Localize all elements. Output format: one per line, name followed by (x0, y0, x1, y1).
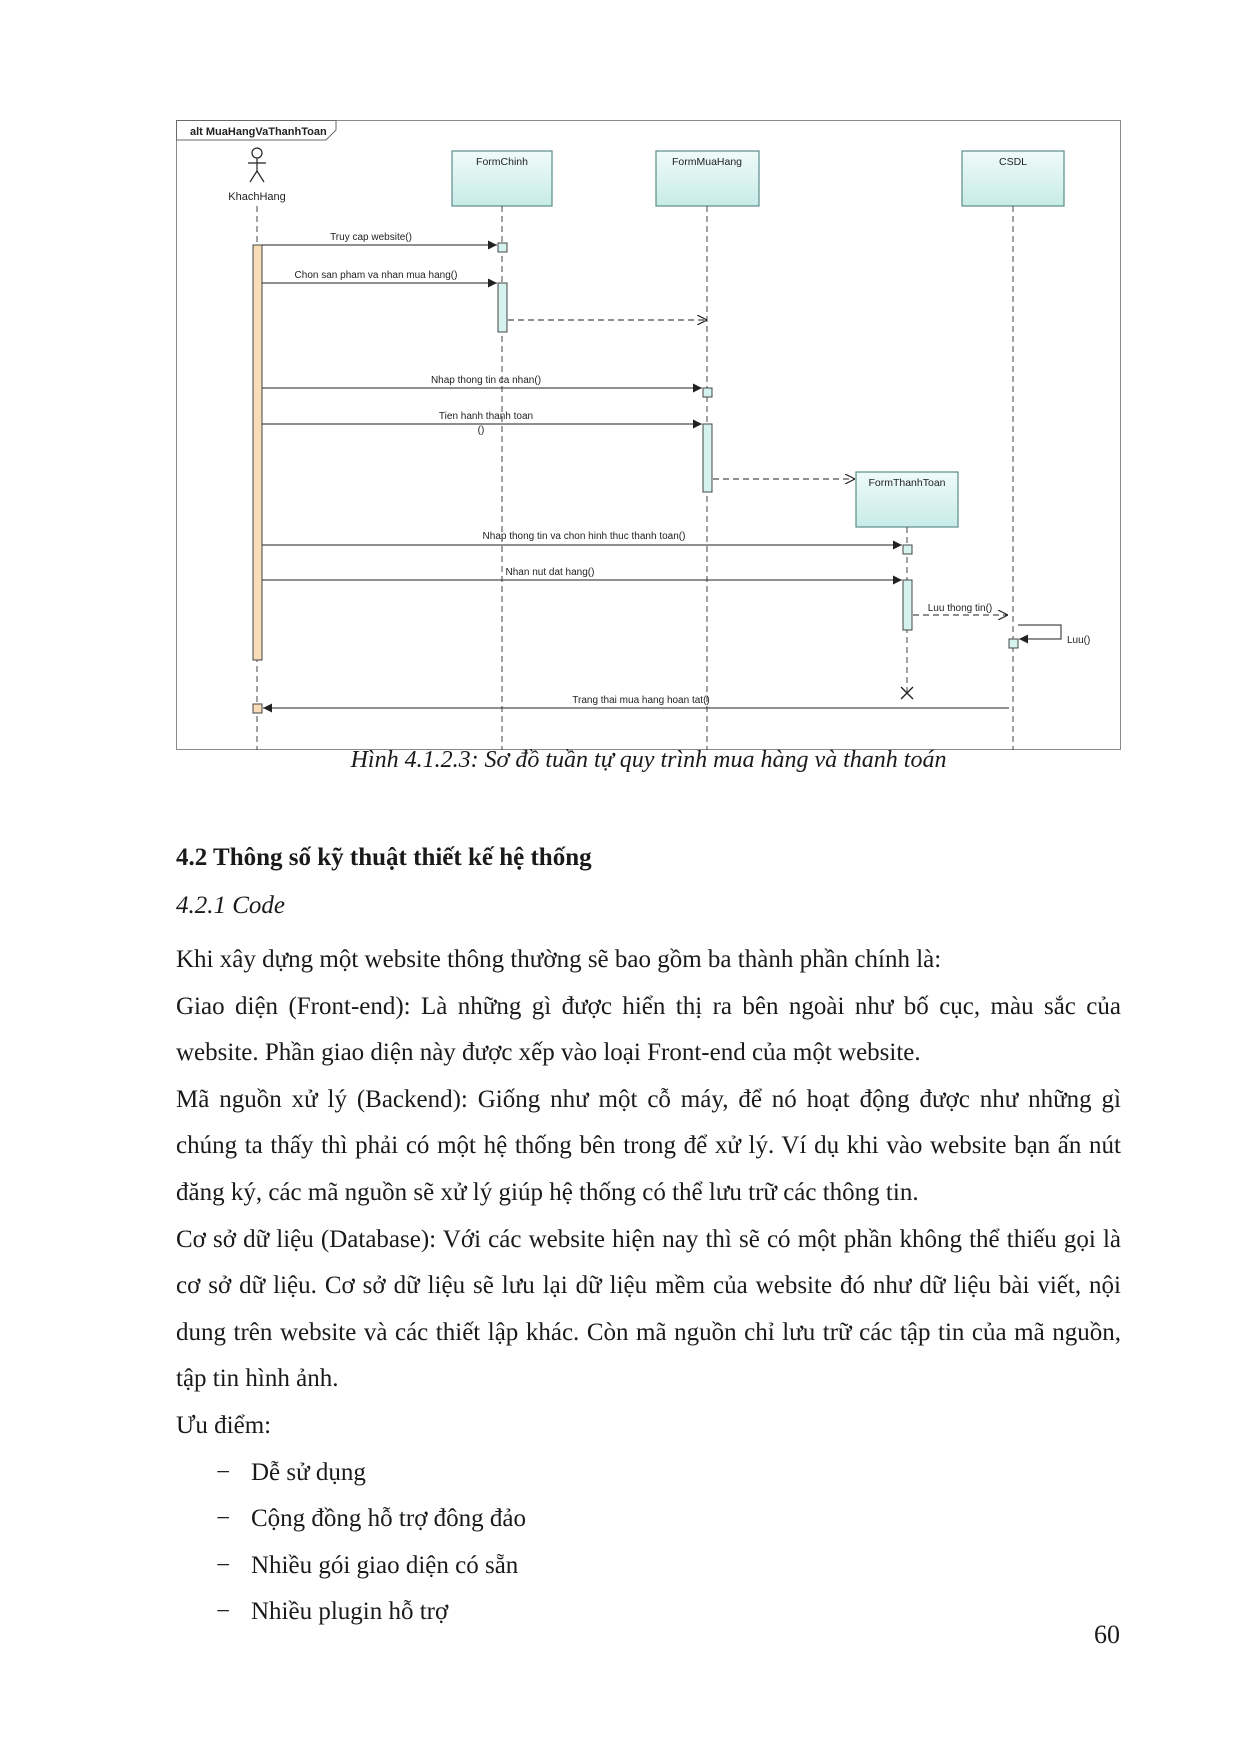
activation-formchinh-1 (498, 243, 507, 252)
activation-actor (253, 245, 262, 660)
list-item-text: Nhiều gói giao diện có sẵn (251, 1551, 519, 1579)
message-label: Nhap thong tin ca nhan() (430, 375, 542, 386)
list-item (176, 1496, 1121, 1543)
message-label: Luu() (1067, 635, 1091, 646)
message-label-params: () (477, 425, 485, 436)
lifeline-label-formthanhtoan: FormThanhToan (868, 477, 946, 489)
frame-label: alt MuaHangVaThanhToan (190, 126, 327, 138)
figure-caption: Hình 4.1.2.3: Sơ đồ tuần tự quy trình mua hàng và thanh toán (350, 747, 947, 773)
paragraph-intro: Khi xây dựng một website thông thường sẽ bao gồm ba thành phần chính là: (176, 946, 942, 973)
actor-label: KhachHang (228, 191, 286, 203)
activation-formmuahang-2 (703, 424, 712, 492)
activation-formmuahang-1 (703, 388, 712, 397)
list-item-text: Cộng đồng hỗ trợ đông đảo (251, 1505, 527, 1533)
message-label: Tien hanh thanh toan (438, 411, 534, 422)
message-label: Chon san pham va nhan mua hang() (294, 270, 458, 281)
message-label: Truy cap website() (330, 232, 412, 243)
paragraph-backend: Mã nguồn xử lý (Backend): Giống như một cỗ máy, để nó hoạt động được như những gì chúng ta thấy thì phải có một hệ thống bên trong để xử lý. Ví dụ khi vào website bạn ấn nút đăng ký, các mã nguồn sẽ xử lý giúp hệ thống có thể lưu trữ các thông tin. (176, 1085, 1121, 1206)
lifeline-label-csdl: CSDL (998, 156, 1028, 168)
bullet-dash: − (216, 1505, 231, 1533)
paragraph-database: Cơ sở dữ liệu (Database): Với các website hiện nay thì sẽ có một phần không thể thiếu gọi là cơ sở dữ liệu. Cơ sở dữ liệu sẽ lưu lại dữ liệu mềm của website đó như dữ liệu bài viết, nội dung trên website và các thiết lập khác. Còn mã nguồn chỉ lưu trữ các tập tin của mã nguồn, tập tin hình ảnh. (176, 1225, 1121, 1393)
bullet-dash: − (216, 1458, 231, 1486)
advantages-list (176, 1450, 1121, 1636)
message-label: Luu thong tin() (927, 603, 993, 614)
bullet-dash: − (216, 1598, 231, 1626)
list-item-text: Dễ sử dụng (251, 1458, 366, 1486)
paragraph-frontend: Giao diện (Front-end): Là những gì được hiển thị ra bên ngoài như bố cục, màu sắc của website. Phần giao diện này được xếp vào loại Front-end của một website. (176, 992, 1121, 1067)
list-item (176, 1543, 1121, 1590)
body-text (176, 937, 1121, 1636)
message-label: Nhan nut dat hang() (505, 567, 595, 578)
sequence-diagram (176, 120, 1121, 750)
diagram-frame (177, 121, 1121, 750)
section-heading: 4.2 Thông số kỹ thuật thiết kế hệ thống (176, 844, 592, 871)
paragraph-advantages: Ưu điểm: (176, 1411, 272, 1439)
activation-formthanhtoan-2 (903, 580, 912, 630)
message-label: Nhap thong tin va chon hinh thuc thanh toan() (482, 531, 686, 542)
list-item (176, 1450, 1121, 1497)
activation-formchinh-2 (498, 283, 507, 332)
list-item-text: Nhiều plugin hỗ trợ (251, 1598, 449, 1626)
message-label: Trang thai mua hang hoan tat() (572, 695, 710, 706)
activation-actor-end (253, 704, 262, 713)
lifeline-label-formmuahang: FormMuaHang (671, 156, 743, 168)
list-item (176, 1589, 1121, 1636)
bullet-dash: − (216, 1551, 231, 1579)
lifeline-label-formchinh: FormChinh (476, 156, 528, 168)
activation-csdl (1009, 639, 1018, 648)
activation-formthanhtoan-1 (903, 545, 912, 554)
subsection-heading: 4.2.1 Code (176, 892, 286, 919)
page-number: 60 (1094, 1620, 1120, 1649)
